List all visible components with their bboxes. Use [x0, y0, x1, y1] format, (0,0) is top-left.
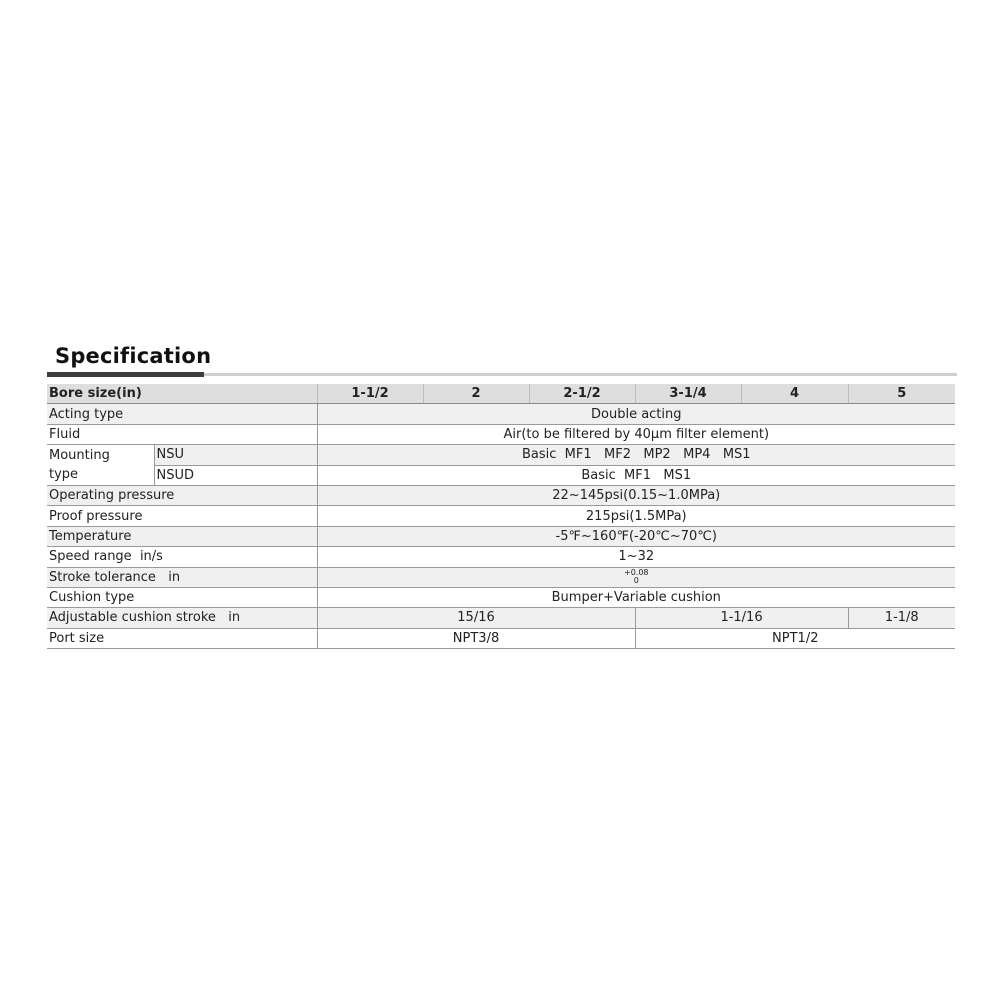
proof-pressure-label: Proof pressure	[47, 506, 317, 526]
bore-size-label: Bore size(in)	[47, 384, 317, 404]
mounting-nsud-value: Basic MF1 MS1	[317, 465, 955, 485]
mounting-nsu-value: Basic MF1 MF2 MP2 MP4 MS1	[317, 445, 955, 465]
temperature-row	[47, 526, 955, 546]
adjustable-cushion-label: Adjustable cushion stroke in	[47, 608, 317, 628]
title-underline-light	[204, 373, 957, 376]
operating-pressure-row	[47, 485, 955, 505]
proof-pressure-value: 215psi(1.5MPa)	[317, 506, 955, 526]
fluid-label: Fluid	[47, 424, 317, 444]
bore-size-5: 5	[848, 384, 955, 404]
fluid-row	[47, 424, 955, 444]
mounting-nsud-row	[47, 465, 955, 485]
stroke-tolerance-value	[317, 567, 955, 587]
adjustable-cushion-value-3: 1-1/8	[848, 608, 955, 628]
stroke-tolerance-fraction	[624, 569, 649, 585]
speed-range-value: 1~32	[317, 547, 955, 567]
port-size-row	[47, 628, 955, 648]
temperature-value: -5℉~160℉(-20℃~70℃)	[317, 526, 955, 546]
port-size-label: Port size	[47, 628, 317, 648]
stroke-tolerance-label: Stroke tolerance in	[47, 567, 317, 587]
section-title: Specification	[55, 344, 212, 368]
temperature-label: Temperature	[47, 526, 317, 546]
bore-size-header-row	[47, 384, 955, 404]
bore-size-1-1-2: 1-1/2	[317, 384, 423, 404]
fluid-value: Air(to be filtered by 40μm filter element)	[317, 424, 955, 444]
acting-type-row	[47, 404, 955, 424]
bore-size-4: 4	[741, 384, 848, 404]
mounting-type-label-line2: type	[49, 467, 79, 483]
specification-table	[47, 384, 955, 649]
adjustable-cushion-row	[47, 608, 955, 628]
mounting-nsu-label: NSU	[154, 445, 317, 465]
mounting-nsud-label: NSUD	[154, 465, 317, 485]
stroke-tolerance-upper: +0.08	[624, 568, 649, 578]
bore-size-3-1-4: 3-1/4	[635, 384, 741, 404]
adjustable-cushion-value-1: 15/16	[317, 608, 635, 628]
cushion-type-label: Cushion type	[47, 587, 317, 607]
speed-range-label: Speed range in/s	[47, 547, 317, 567]
proof-pressure-row	[47, 506, 955, 526]
bore-size-2: 2	[423, 384, 529, 404]
stroke-tolerance-lower: 0	[633, 576, 639, 586]
adjustable-cushion-value-2: 1-1/16	[635, 608, 848, 628]
mounting-type-label-line1: Mounting	[49, 448, 110, 464]
cushion-type-row	[47, 587, 955, 607]
mounting-nsu-row	[47, 445, 955, 465]
speed-range-row	[47, 547, 955, 567]
mounting-type-label	[47, 445, 154, 486]
port-size-value-2: NPT1/2	[635, 628, 955, 648]
operating-pressure-label: Operating pressure	[47, 485, 317, 505]
cushion-type-value: Bumper+Variable cushion	[317, 587, 955, 607]
acting-type-value: Double acting	[317, 404, 955, 424]
bore-size-2-1-2: 2-1/2	[529, 384, 635, 404]
title-underline-dark	[47, 372, 204, 377]
port-size-value-1: NPT3/8	[317, 628, 635, 648]
stroke-tolerance-row	[47, 567, 955, 587]
acting-type-label: Acting type	[47, 404, 317, 424]
operating-pressure-value: 22~145psi(0.15~1.0MPa)	[317, 485, 955, 505]
